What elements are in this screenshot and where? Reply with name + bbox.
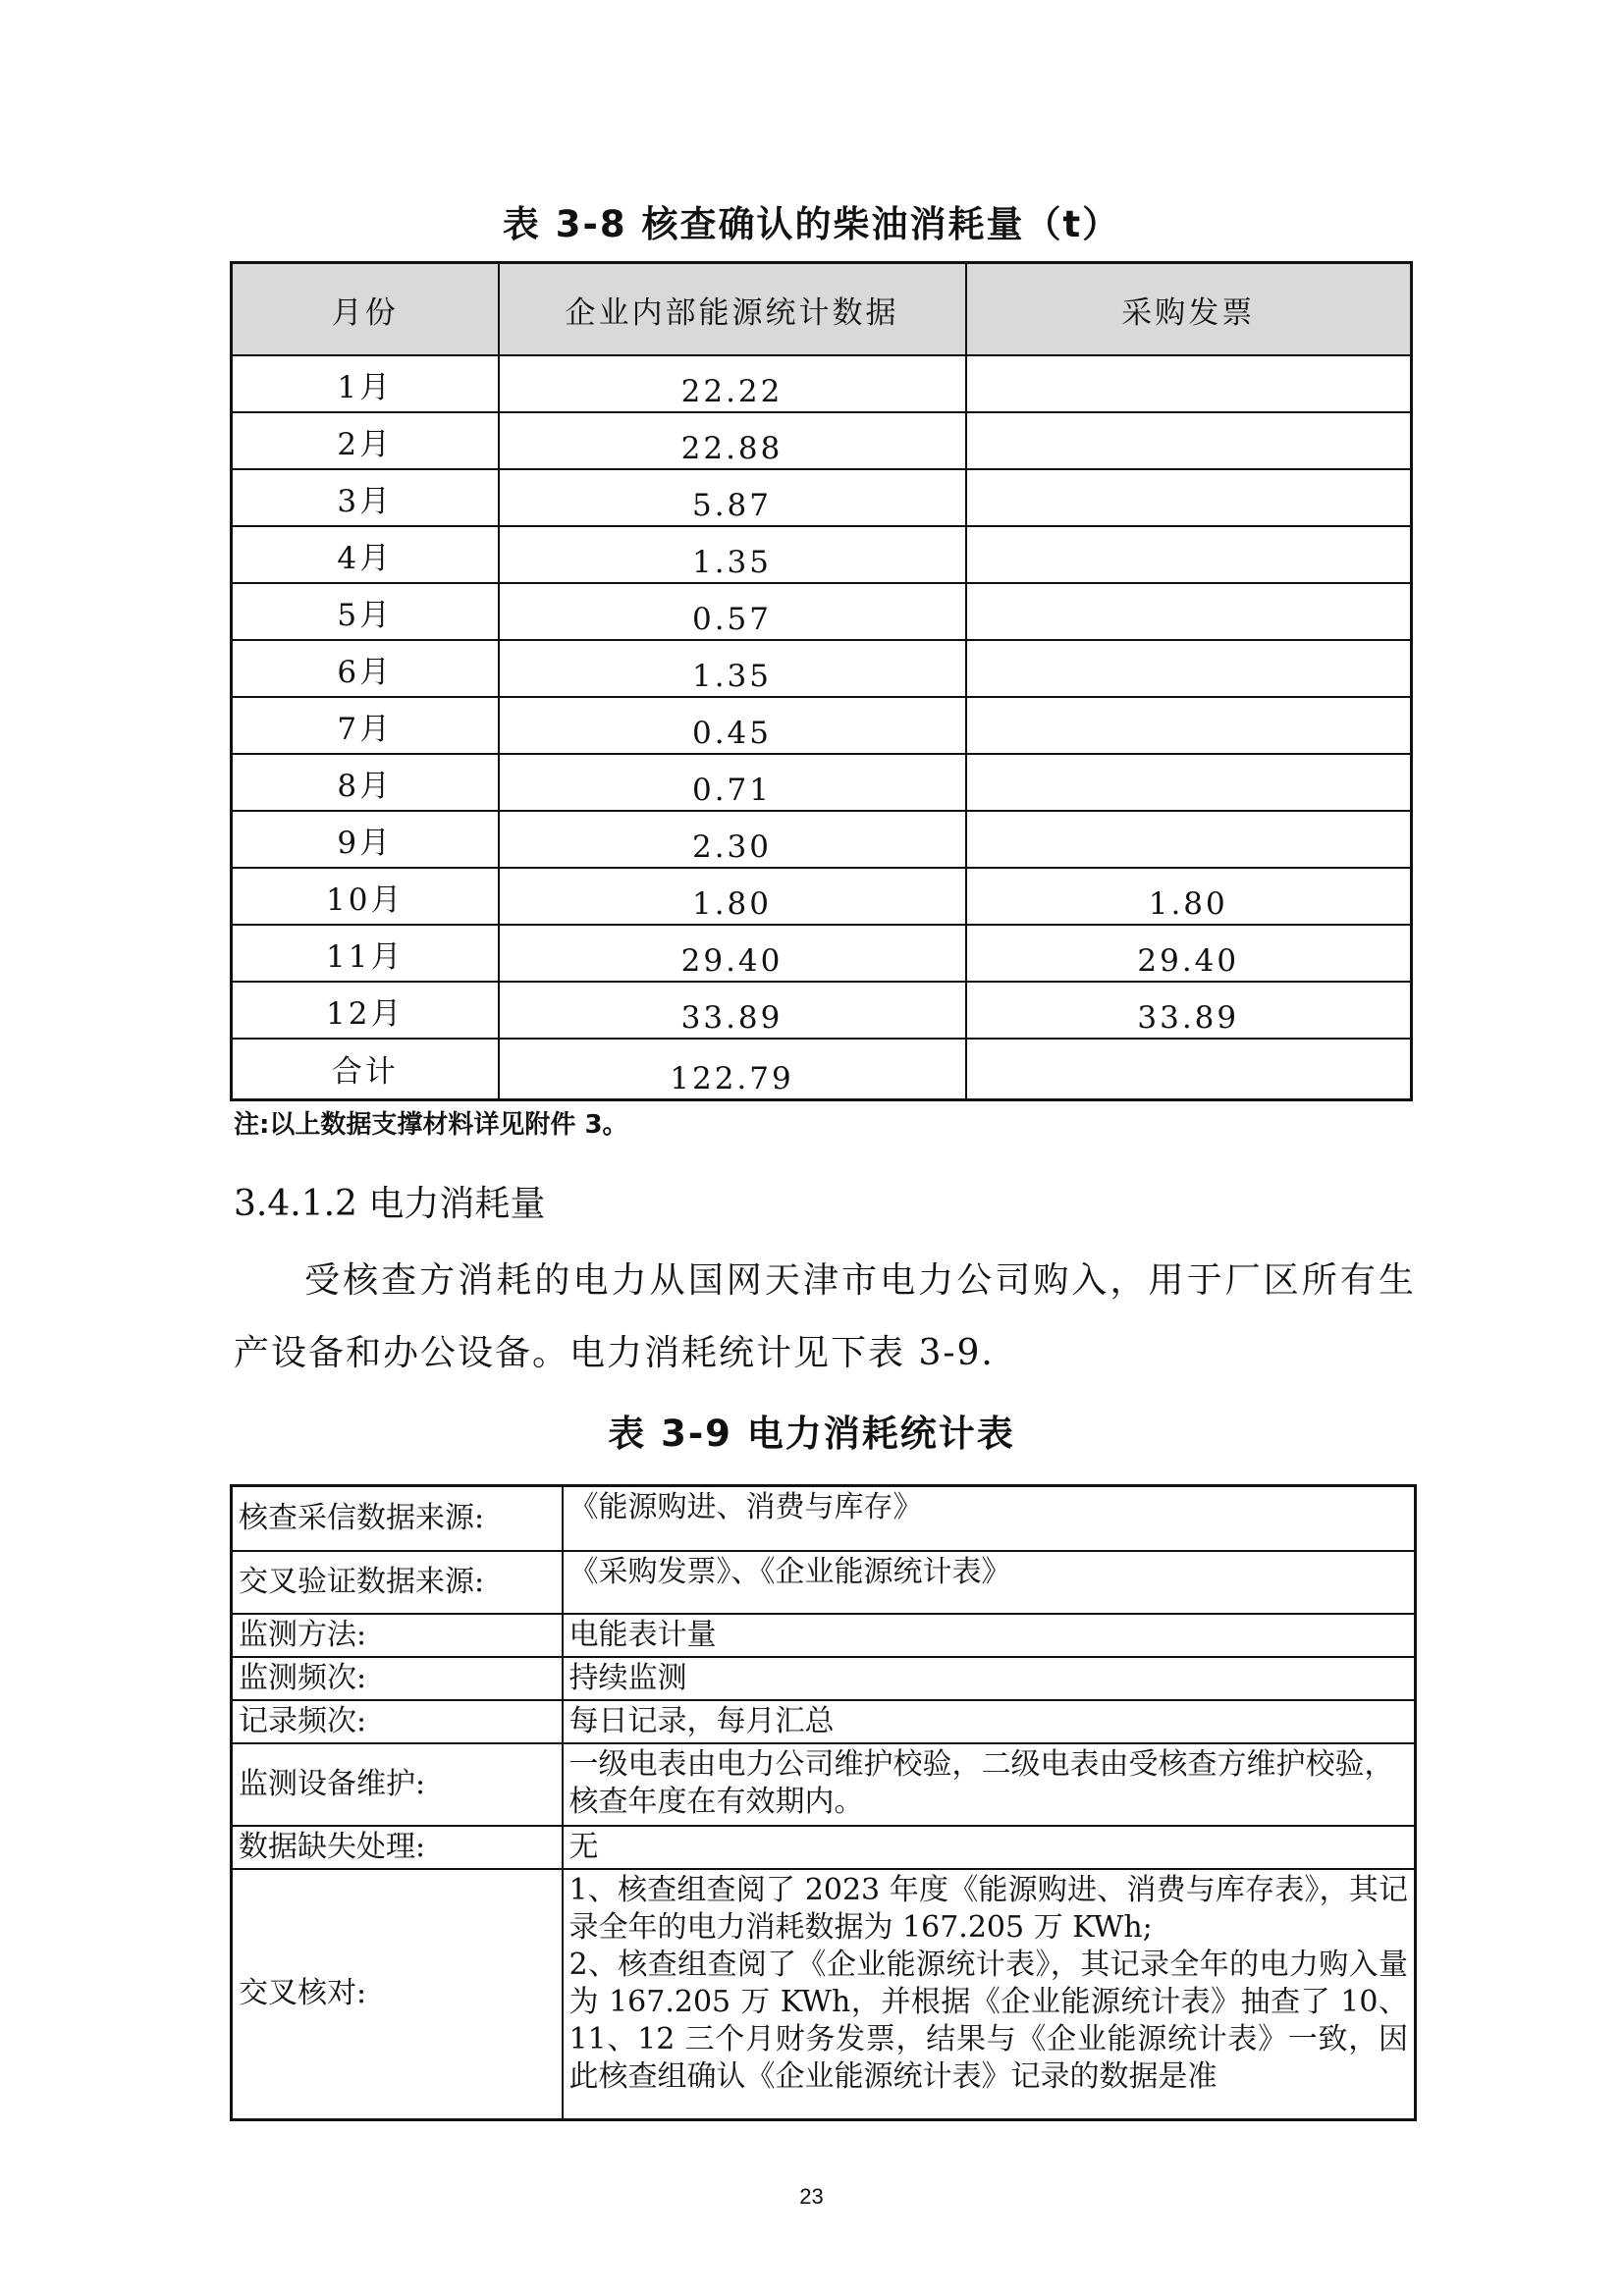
field-value: 电能表计量	[563, 1614, 1416, 1657]
field-label: 核查采信数据来源:	[232, 1486, 563, 1551]
section-heading: 3.4.1.2 电力消耗量	[234, 1184, 546, 1224]
month-cell: 12月	[232, 982, 499, 1039]
internal-value-cell: 22.88	[499, 412, 966, 469]
table-row	[232, 925, 1412, 982]
invoice-value-cell	[966, 811, 1412, 868]
table-header-row	[232, 263, 1412, 356]
electricity-statistics-table	[230, 1484, 1417, 2121]
invoice-value-cell	[966, 355, 1412, 412]
invoice-value-cell	[966, 412, 1412, 469]
month-cell: 合计	[232, 1039, 499, 1099]
table-row	[232, 469, 1412, 526]
table-row	[232, 526, 1412, 583]
invoice-value-cell	[966, 640, 1412, 697]
internal-value-cell: 1.80	[499, 868, 966, 925]
field-label: 监测方法:	[232, 1614, 563, 1657]
invoice-value-cell	[966, 754, 1412, 811]
month-cell: 5月	[232, 583, 499, 640]
table-row	[232, 1614, 1416, 1657]
table-row	[232, 982, 1412, 1039]
internal-value-cell: 0.57	[499, 583, 966, 640]
table-row	[232, 868, 1412, 925]
invoice-value-cell	[966, 583, 1412, 640]
invoice-value-cell: 1.80	[966, 868, 1412, 925]
page-number: 23	[799, 2184, 824, 2209]
month-cell: 7月	[232, 697, 499, 754]
table-3-9-title: 表 3-9 电力消耗统计表	[608, 1413, 1015, 1455]
month-cell: 1月	[232, 355, 499, 412]
table-row	[232, 754, 1412, 811]
table-row	[232, 697, 1412, 754]
internal-value-cell: 1.35	[499, 640, 966, 697]
invoice-value-cell	[966, 469, 1412, 526]
table-row	[232, 1869, 1416, 2120]
internal-value-cell: 122.79	[499, 1039, 966, 1099]
month-cell: 8月	[232, 754, 499, 811]
field-value: 《能源购进、消费与库存》	[563, 1486, 1416, 1551]
field-value: 持续监测	[563, 1657, 1416, 1700]
table-row	[232, 1743, 1416, 1826]
section-paragraph: 受核查方消耗的电力从国网天津市电力公司购入，用于厂区所有生产设备和办公设备。电力消耗统计见下表 3-9.	[234, 1260, 1416, 1373]
table-row	[232, 412, 1412, 469]
field-value: 每日记录，每月汇总	[563, 1700, 1416, 1743]
invoice-value-cell	[966, 697, 1412, 754]
internal-value-cell: 33.89	[499, 982, 966, 1039]
internal-value-cell: 2.30	[499, 811, 966, 868]
header-month: 月份	[232, 263, 499, 356]
table-row	[232, 1657, 1416, 1700]
month-cell: 2月	[232, 412, 499, 469]
internal-value-cell: 0.71	[499, 754, 966, 811]
field-value: 1、核查组查阅了 2023 年度《能源购进、消费与库存表》，其记录全年的电力消耗数据为 167.205 万 KWh; 2、核查组查阅了《企业能源统计表》，其记录全年的电力购入量为 167.205 万 KWh，并根据《企业能源统计表》抽查了 10、11、12 三个月财务发票，结果与《企业能源统计表》一致，因此核查组确认《企业能源统计表》记录的数据是准	[563, 1869, 1416, 2120]
internal-value-cell: 1.35	[499, 526, 966, 583]
table-row	[232, 1551, 1416, 1614]
field-label: 交叉核对:	[232, 1869, 563, 2120]
table-row	[232, 1700, 1416, 1743]
month-cell: 11月	[232, 925, 499, 982]
field-label: 交叉验证数据来源:	[232, 1551, 563, 1614]
month-cell: 6月	[232, 640, 499, 697]
invoice-value-cell	[966, 1039, 1412, 1099]
diesel-consumption-table	[230, 261, 1413, 1101]
field-label: 监测频次:	[232, 1657, 563, 1700]
invoice-value-cell	[966, 526, 1412, 583]
field-label: 记录频次:	[232, 1700, 563, 1743]
month-cell: 4月	[232, 526, 499, 583]
internal-value-cell: 0.45	[499, 697, 966, 754]
field-label: 数据缺失处理:	[232, 1826, 563, 1869]
table-row	[232, 1486, 1416, 1551]
table-row	[232, 583, 1412, 640]
field-value: 无	[563, 1826, 1416, 1869]
internal-value-cell: 5.87	[499, 469, 966, 526]
header-internal-stats: 企业内部能源统计数据	[499, 263, 966, 356]
table-note: 注:以上数据支撑材料详见附件 3。	[234, 1110, 628, 1140]
month-cell: 3月	[232, 469, 499, 526]
table-row	[232, 1039, 1412, 1099]
internal-value-cell: 29.40	[499, 925, 966, 982]
field-label: 监测设备维护:	[232, 1743, 563, 1826]
table-row	[232, 1826, 1416, 1869]
month-cell: 9月	[232, 811, 499, 868]
table-row	[232, 355, 1412, 412]
month-cell: 10月	[232, 868, 499, 925]
table-3-8-title: 表 3-8 核查确认的柴油消耗量（t）	[502, 203, 1121, 245]
field-value: 《采购发票》、《企业能源统计表》	[563, 1551, 1416, 1614]
table-row	[232, 640, 1412, 697]
header-invoice: 采购发票	[966, 263, 1412, 356]
table-row	[232, 811, 1412, 868]
invoice-value-cell: 29.40	[966, 925, 1412, 982]
invoice-value-cell: 33.89	[966, 982, 1412, 1039]
internal-value-cell: 22.22	[499, 355, 966, 412]
field-value: 一级电表由电力公司维护校验，二级电表由受核查方维护校验，核查年度在有效期内。	[563, 1743, 1416, 1826]
